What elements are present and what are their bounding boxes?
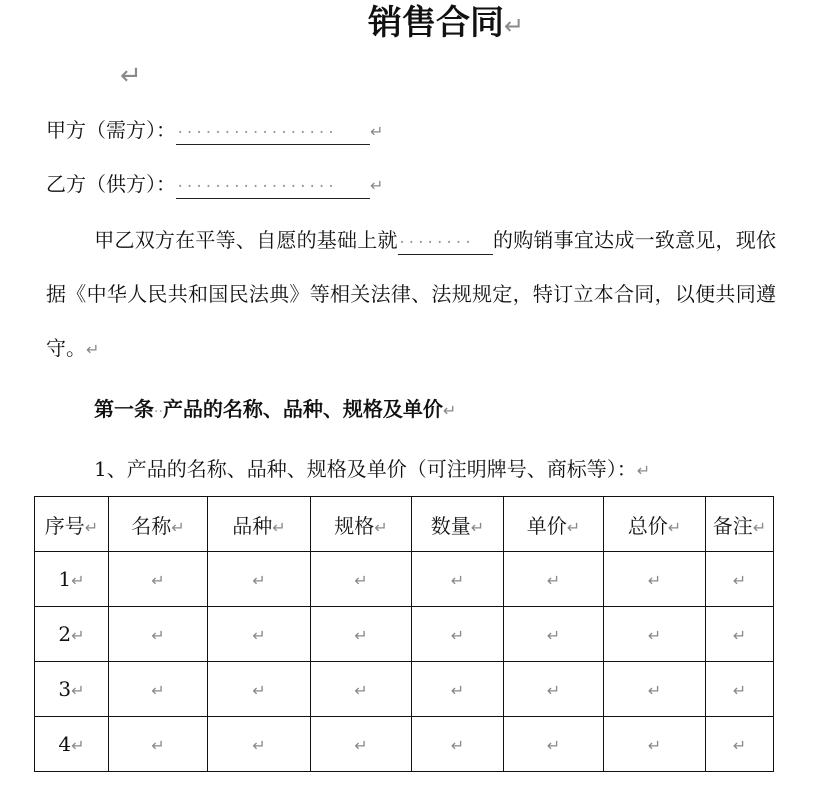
cell-mark-icon: ↵ [450,681,465,700]
table-cell[interactable] [412,662,504,717]
cell-mark-icon: ↵ [647,681,662,700]
cell-mark-icon: ↵ [252,681,266,700]
party-b-line [46,170,383,200]
table-header-cell: 单价↵ [504,497,604,552]
table-header-row [35,497,774,552]
row-number: 3 [58,677,72,701]
intro-paragraph [46,213,776,377]
cell-mark-icon: ↵ [151,736,165,755]
cell-mark-icon: ↵ [171,517,185,537]
table-cell[interactable] [311,717,412,772]
cell-mark-icon: ↵ [667,517,682,537]
party-b-blank-field[interactable]: ················· [176,176,370,199]
article-1-title: 产品的名称、品种、规格及单价 [162,397,443,421]
table-cell[interactable] [311,552,412,607]
table-row [35,552,774,607]
cell-mark-icon: ↵ [732,571,747,590]
paragraph-mark-icon: ↵ [504,12,525,40]
goods-blank-field[interactable]: ········ [398,232,493,255]
cell-mark-icon: ↵ [647,571,662,590]
cell-mark-icon: ↵ [71,571,85,590]
table-header-cell: 备注↵ [706,497,774,552]
cell-mark-icon: ↵ [374,517,388,537]
cell-mark-icon: ↵ [252,571,266,590]
table-cell[interactable] [109,662,208,717]
row-number-cell[interactable] [35,662,109,717]
cell-mark-icon: ↵ [71,736,85,755]
table-cell[interactable] [504,717,604,772]
cell-mark-icon: ↵ [732,681,747,700]
row-number-cell[interactable] [35,607,109,662]
cell-mark-icon: ↵ [546,571,561,590]
table-header-cell: 数量↵ [412,497,504,552]
table-row [35,662,774,717]
table-cell[interactable] [706,607,774,662]
table-cell[interactable] [208,552,311,607]
cell-mark-icon: ↵ [151,681,165,700]
table-cell[interactable] [706,662,774,717]
table-cell[interactable] [208,717,311,772]
document-title [368,0,524,49]
table-cell[interactable] [604,662,706,717]
paragraph-mark-icon: ↵ [442,401,457,420]
cell-mark-icon: ↵ [546,681,561,700]
cell-mark-icon: ↵ [470,517,485,537]
cell-mark-icon: ↵ [252,626,266,645]
product-table [34,496,774,772]
table-header-cell: 序号↵ [35,497,109,552]
cell-mark-icon: ↵ [71,626,85,645]
cell-mark-icon: ↵ [566,517,581,537]
table-cell[interactable] [412,607,504,662]
table-cell[interactable] [504,607,604,662]
cell-mark-icon: ↵ [151,571,165,590]
paragraph-mark-icon: ↵ [120,61,142,91]
party-a-label: 甲方（需方）： [46,118,176,142]
item-1-line [94,452,650,488]
cell-mark-icon: ↵ [732,626,747,645]
intro-text-before-blank: 甲乙双方在平等、自愿的基础上就 [94,228,398,252]
table-cell[interactable] [208,662,311,717]
table-cell[interactable] [706,717,774,772]
cell-mark-icon: ↵ [151,626,165,645]
cell-mark-icon: ↵ [84,517,99,537]
paragraph-mark-icon: ↵ [636,461,651,480]
table-cell[interactable] [109,717,208,772]
row-number: 4 [58,732,72,756]
cell-mark-icon: ↵ [647,736,662,755]
table-cell[interactable] [311,607,412,662]
table-header-cell: 总价↵ [604,497,706,552]
table-cell[interactable] [109,552,208,607]
table-header-cell: 规格↵ [311,497,412,552]
row-number-cell[interactable] [35,717,109,772]
cell-mark-icon: ↵ [272,517,286,537]
article-1-heading [94,392,456,429]
party-b-label: 乙方（供方）： [46,172,176,196]
table-header-cell: 品种↵ [208,497,311,552]
cell-mark-icon: ↵ [752,517,767,537]
table-cell[interactable] [604,607,706,662]
cell-mark-icon: ↵ [354,626,368,645]
item-1-text: 1、产品的名称、品种、规格及单价（可注明牌号、商标等）： [94,457,637,481]
table-row [35,607,774,662]
cell-mark-icon: ↵ [354,571,368,590]
cell-mark-icon: ↵ [71,681,85,700]
cell-mark-icon: ↵ [647,626,662,645]
article-1-prefix: 第一条 [94,397,154,421]
cell-mark-icon: ↵ [354,736,368,755]
row-number-cell[interactable] [35,552,109,607]
paragraph-mark-icon: ↵ [370,176,384,195]
table-row [35,717,774,772]
title-text: 销售合同 [368,3,504,43]
table-cell[interactable] [504,662,604,717]
table-cell[interactable] [604,552,706,607]
cell-mark-icon: ↵ [354,681,368,700]
cell-mark-icon: ↵ [546,736,561,755]
party-a-line [46,116,383,146]
cell-mark-icon: ↵ [732,736,747,755]
cell-mark-icon: ↵ [252,736,266,755]
paragraph-mark-icon: ↵ [370,122,384,141]
table-cell[interactable] [604,717,706,772]
table-cell[interactable] [109,607,208,662]
cell-mark-icon: ↵ [450,626,465,645]
row-number: 2 [58,622,72,646]
article-1-dots: ·· [154,404,163,420]
table-cell[interactable] [706,552,774,607]
table-cell[interactable] [311,662,412,717]
paragraph-mark-icon: ↵ [86,340,100,359]
cell-mark-icon: ↵ [450,736,465,755]
cell-mark-icon: ↵ [546,626,561,645]
row-number: 1 [58,567,72,591]
intro-text-after-blank: 的购销事宜达成一致意见，现依据《中华人民共和国民法典》等相关法律、法规规定，特订立本合同，以便共同遵守。 [46,228,777,360]
cell-mark-icon: ↵ [450,571,465,590]
table-header-cell: 名称↵ [109,497,208,552]
table-cell[interactable] [504,552,604,607]
table-cell[interactable] [412,552,504,607]
table-cell[interactable] [412,717,504,772]
party-a-blank-field[interactable]: ················· [176,122,370,145]
table-cell[interactable] [208,607,311,662]
